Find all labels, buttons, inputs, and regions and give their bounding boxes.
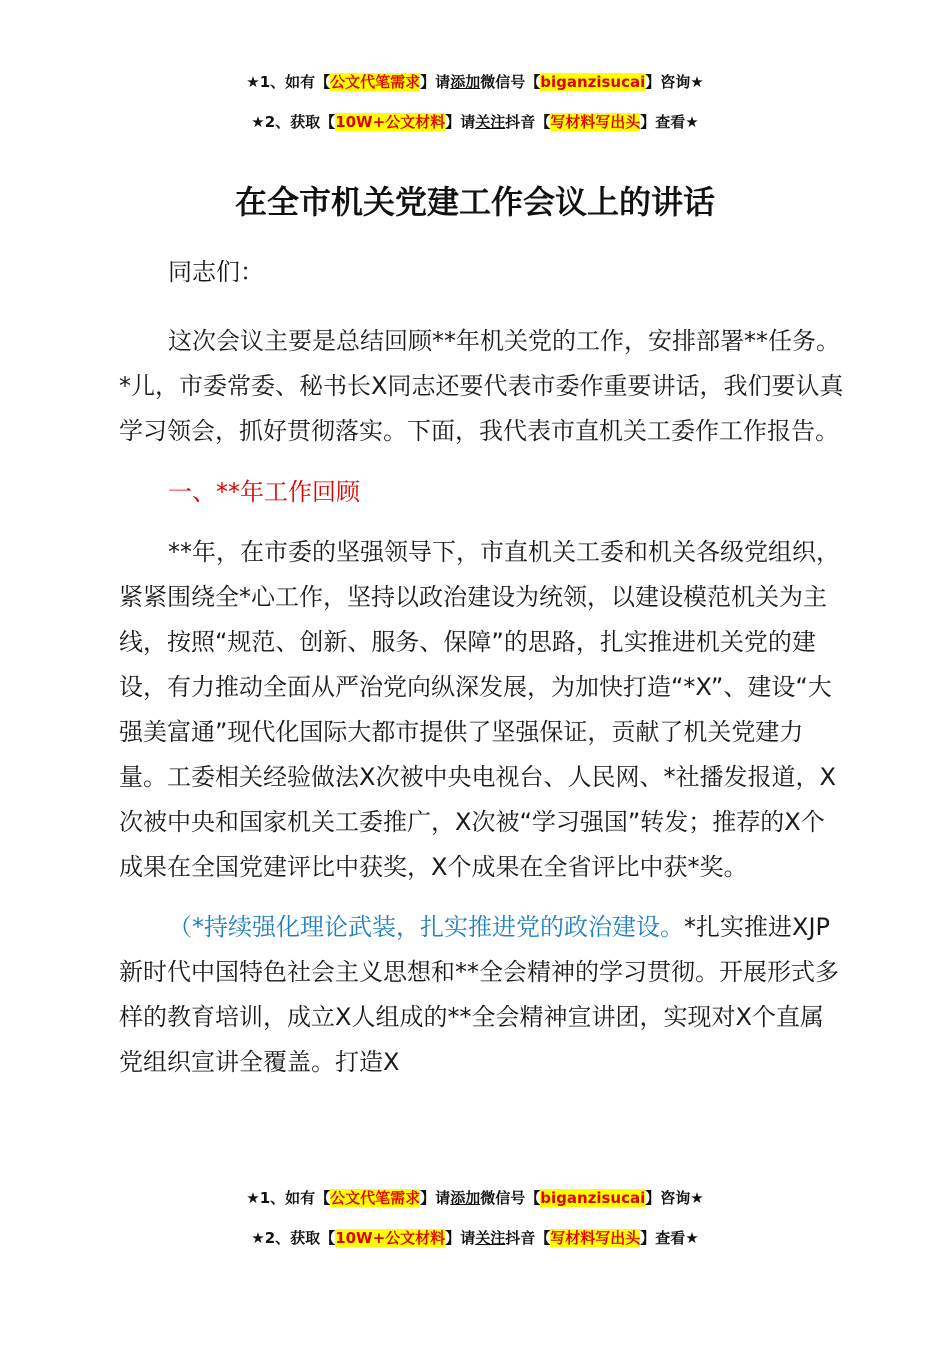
promo-text: 】查看★ — [640, 113, 699, 131]
promo-text: 】查看★ — [640, 1229, 699, 1247]
intro-paragraph: 这次会议主要是总结回顾**年机关党的工作，安排部署**任务。*儿，市委常委、秘书长X同志还要代表市委作重要讲话，我们要认真学习领会，抓好贯彻落实。下面，我代表市直机关工委作工作报告。 — [119, 327, 844, 445]
promo-text: 微信号【 — [480, 73, 541, 91]
promo-underlined-text: 添加 — [450, 73, 481, 91]
promo-text: 】请 — [445, 1229, 476, 1247]
promo-underlined-text: 关注 — [475, 113, 506, 131]
promo-text: 微信号【 — [480, 1189, 541, 1207]
promo-underlined-text: 添加 — [450, 1189, 481, 1207]
promo-text: 抖音【 — [505, 1229, 551, 1247]
promo-text: 】请 — [420, 1189, 451, 1207]
promo-text: 】咨询★ — [645, 1189, 704, 1207]
footer-promo-line-1 — [0, 1188, 950, 1208]
section-paragraph: **年，在市委的坚强领导下，市直机关工委和机关各级党组织，紧紧围绕全*心工作，坚持以政治建设为统领，以建设模范机关为主线，按照“规范、创新、服务、保障”的思路，扎实推进机关党的建设，有力推动全面从严治党向纵深发展，为加快打造“*X”、建设“大强美富通”现代化国际大都市提供了坚强保证，贡献了机关党建力量。工委相关经验做法X次被中央电视台、人民网、*社播发报道，X次被中央和国家机关工委推广，X次被“学习强国”转发；推荐的X个成果在全国党建评比中获奖，X个成果在全省评比中获*奖。 — [119, 538, 840, 881]
subsection-heading: （*持续强化理论武装，扎实推进党的政治建设。 — [168, 913, 684, 941]
promo-text: ★1、如有【 — [246, 73, 331, 91]
promo-text: 抖音【 — [505, 113, 551, 131]
promo-highlight: 10W+公文材料 — [335, 113, 446, 131]
document-body — [119, 250, 844, 1085]
document-title: 在全市机关党建工作会议上的讲话 — [234, 183, 715, 221]
footer-promo-line-2 — [0, 1228, 950, 1248]
promo-douyin-account: 写材料写出头 — [550, 1229, 641, 1247]
promo-douyin-account: 写材料写出头 — [550, 113, 641, 131]
header-promo-line-2 — [0, 112, 950, 132]
subsection-body: *扎实推进XJP新时代中国特色社会主义思想和**全会精神的学习贯彻。开展形式多样的教育培训，成立X人组成的**全会精神宣讲团，实现对X个直属党组织宣讲全覆盖。打造X — [119, 913, 839, 1076]
promo-text: 】请 — [420, 73, 451, 91]
promo-text: ★1、如有【 — [246, 1189, 331, 1207]
greeting: 同志们： — [168, 258, 264, 286]
promo-highlight: 公文代笔需求 — [330, 1189, 421, 1207]
section-heading: 一、**年工作回顾 — [168, 478, 360, 506]
promo-text: ★2、获取【 — [251, 1229, 336, 1247]
promo-wechat-id: biganzisucai — [540, 73, 646, 91]
promo-underlined-text: 关注 — [475, 1229, 506, 1247]
header-promo-line-1 — [0, 72, 950, 92]
subsection-paragraph — [119, 905, 844, 1085]
promo-text: ★2、获取【 — [251, 113, 336, 131]
promo-text: 】咨询★ — [645, 73, 704, 91]
promo-highlight: 公文代笔需求 — [330, 73, 421, 91]
promo-highlight: 10W+公文材料 — [335, 1229, 446, 1247]
promo-wechat-id: biganzisucai — [540, 1189, 646, 1207]
promo-text: 】请 — [445, 113, 476, 131]
